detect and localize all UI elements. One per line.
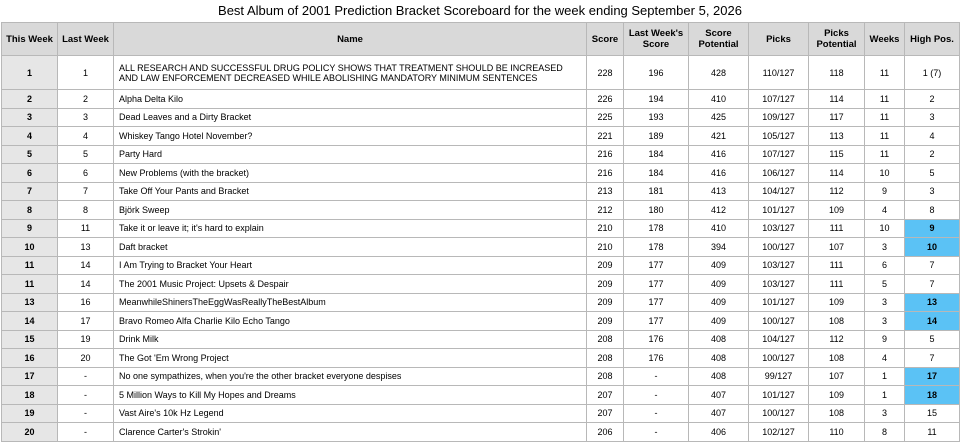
cell-score-potential: 416	[689, 164, 749, 183]
cell-last-week: 13	[58, 238, 114, 257]
cell-name: Vast Aire's 10k Hz Legend	[114, 404, 587, 423]
cell-score: 207	[587, 386, 624, 405]
cell-last-weeks-score: 177	[624, 293, 689, 312]
cell-score: 206	[587, 423, 624, 442]
cell-picks-potential: 114	[809, 90, 865, 109]
cell-picks-potential: 109	[809, 386, 865, 405]
table-row	[2, 256, 960, 275]
cell-score: 209	[587, 312, 624, 331]
cell-high-pos: 14	[905, 312, 960, 331]
cell-picks: 101/127	[749, 201, 809, 220]
table-row	[2, 349, 960, 368]
cell-picks-potential: 108	[809, 312, 865, 331]
cell-last-week: 1	[58, 56, 114, 90]
cell-last-weeks-score: 193	[624, 108, 689, 127]
table-row	[2, 201, 960, 220]
cell-high-pos: 11	[905, 423, 960, 442]
cell-high-pos: 5	[905, 164, 960, 183]
cell-picks: 102/127	[749, 423, 809, 442]
cell-score-potential: 407	[689, 404, 749, 423]
cell-name: Take it or leave it; it's hard to explain	[114, 219, 587, 238]
column-header-label: Last Week's	[628, 28, 684, 39]
cell-picks: 105/127	[749, 127, 809, 146]
cell-name: ALL RESEARCH AND SUCCESSFUL DRUG POLICY SHOWS THAT TREATMENT SHOULD BE INCREASED AND LAW ENFORCEMENT DECREASED WHILE ABOLISHING MANDATORY MINIMUM SENTENCES	[114, 56, 587, 90]
cell-score-potential: 410	[689, 90, 749, 109]
cell-score-potential: 406	[689, 423, 749, 442]
cell-last-weeks-score: 184	[624, 145, 689, 164]
cell-score-potential: 428	[689, 56, 749, 90]
cell-picks: 103/127	[749, 256, 809, 275]
cell-last-weeks-score: 178	[624, 238, 689, 257]
cell-high-pos: 2	[905, 90, 960, 109]
cell-weeks: 11	[865, 127, 905, 146]
cell-weeks: 5	[865, 275, 905, 294]
table-row	[2, 275, 960, 294]
cell-this-week: 14	[2, 312, 58, 331]
cell-picks-potential: 111	[809, 256, 865, 275]
cell-last-week: -	[58, 423, 114, 442]
cell-picks: 103/127	[749, 275, 809, 294]
column-header-last-weeks-score	[624, 23, 689, 56]
cell-last-weeks-score: 177	[624, 256, 689, 275]
cell-last-weeks-score: 194	[624, 90, 689, 109]
cell-name: The 2001 Music Project: Upsets & Despair	[114, 275, 587, 294]
cell-picks: 110/127	[749, 56, 809, 90]
cell-this-week: 3	[2, 108, 58, 127]
cell-this-week: 8	[2, 201, 58, 220]
column-header-last-week	[58, 23, 114, 56]
cell-this-week: 11	[2, 275, 58, 294]
cell-name: 5 Million Ways to Kill My Hopes and Dreams	[114, 386, 587, 405]
cell-name: No one sympathizes, when you're the other bracket everyone despises	[114, 367, 587, 386]
cell-name: Dead Leaves and a Dirty Bracket	[114, 108, 587, 127]
column-header-label: Last Week	[62, 33, 109, 45]
cell-this-week: 7	[2, 182, 58, 201]
cell-weeks: 8	[865, 423, 905, 442]
cell-name: Take Off Your Pants and Bracket	[114, 182, 587, 201]
cell-name: Drink Milk	[114, 330, 587, 349]
cell-high-pos: 3	[905, 108, 960, 127]
cell-this-week: 9	[2, 219, 58, 238]
cell-high-pos: 7	[905, 275, 960, 294]
cell-picks-potential: 113	[809, 127, 865, 146]
cell-this-week: 15	[2, 330, 58, 349]
cell-name: New Problems (with the bracket)	[114, 164, 587, 183]
column-header-label: Potential	[698, 39, 739, 50]
cell-score: 207	[587, 404, 624, 423]
cell-picks-potential: 115	[809, 145, 865, 164]
column-header-label: Score	[705, 28, 732, 39]
cell-score: 226	[587, 90, 624, 109]
cell-name: I Am Trying to Bracket Your Heart	[114, 256, 587, 275]
cell-high-pos: 9	[905, 219, 960, 238]
cell-weeks: 6	[865, 256, 905, 275]
cell-weeks: 11	[865, 145, 905, 164]
cell-this-week: 2	[2, 90, 58, 109]
column-header-label: This Week	[6, 33, 53, 45]
cell-this-week: 11	[2, 256, 58, 275]
cell-picks: 104/127	[749, 182, 809, 201]
cell-this-week: 18	[2, 386, 58, 405]
cell-last-week: 2	[58, 90, 114, 109]
cell-this-week: 1	[2, 56, 58, 90]
column-header-label: Picks	[766, 33, 791, 45]
column-header-high-pos	[905, 23, 960, 56]
cell-last-weeks-score: 189	[624, 127, 689, 146]
column-header-picks	[749, 23, 809, 56]
cell-weeks: 1	[865, 386, 905, 405]
cell-score-potential: 407	[689, 386, 749, 405]
cell-weeks: 11	[865, 108, 905, 127]
cell-score: 209	[587, 275, 624, 294]
cell-score-potential: 410	[689, 219, 749, 238]
cell-high-pos: 7	[905, 349, 960, 368]
table-body	[2, 56, 960, 442]
cell-score: 208	[587, 367, 624, 386]
cell-picks-potential: 109	[809, 201, 865, 220]
cell-this-week: 5	[2, 145, 58, 164]
cell-last-weeks-score: -	[624, 404, 689, 423]
cell-last-week: 7	[58, 182, 114, 201]
cell-picks-potential: 111	[809, 219, 865, 238]
cell-picks-potential: 109	[809, 293, 865, 312]
cell-high-pos: 2	[905, 145, 960, 164]
cell-last-week: 14	[58, 256, 114, 275]
cell-score: 216	[587, 164, 624, 183]
cell-picks: 101/127	[749, 386, 809, 405]
cell-last-weeks-score: 176	[624, 349, 689, 368]
column-header-weeks	[865, 23, 905, 56]
cell-this-week: 6	[2, 164, 58, 183]
cell-weeks: 10	[865, 219, 905, 238]
table-row	[2, 293, 960, 312]
cell-this-week: 19	[2, 404, 58, 423]
cell-picks-potential: 107	[809, 238, 865, 257]
cell-weeks: 1	[865, 367, 905, 386]
column-header-picks-potential	[809, 23, 865, 56]
table-row	[2, 219, 960, 238]
cell-weeks: 3	[865, 238, 905, 257]
cell-score: 216	[587, 145, 624, 164]
cell-high-pos: 5	[905, 330, 960, 349]
cell-score-potential: 421	[689, 127, 749, 146]
table-row	[2, 386, 960, 405]
cell-picks-potential: 117	[809, 108, 865, 127]
cell-score-potential: 413	[689, 182, 749, 201]
cell-picks-potential: 108	[809, 404, 865, 423]
cell-score-potential: 416	[689, 145, 749, 164]
cell-last-weeks-score: 180	[624, 201, 689, 220]
cell-picks-potential: 114	[809, 164, 865, 183]
cell-last-week: 16	[58, 293, 114, 312]
column-header-label: Score	[642, 39, 670, 50]
cell-score-potential: 409	[689, 312, 749, 331]
cell-last-week: 11	[58, 219, 114, 238]
cell-last-week: 14	[58, 275, 114, 294]
cell-score: 209	[587, 256, 624, 275]
cell-high-pos: 1 (7)	[905, 56, 960, 90]
cell-picks: 99/127	[749, 367, 809, 386]
table-row	[2, 367, 960, 386]
header-row	[2, 23, 960, 56]
cell-name: The Got 'Em Wrong Project	[114, 349, 587, 368]
cell-score: 208	[587, 349, 624, 368]
cell-score-potential: 409	[689, 293, 749, 312]
table-row	[2, 164, 960, 183]
cell-picks-potential: 110	[809, 423, 865, 442]
cell-this-week: 16	[2, 349, 58, 368]
cell-score-potential: 425	[689, 108, 749, 127]
cell-last-weeks-score: 177	[624, 275, 689, 294]
column-header-label: Score	[591, 33, 619, 45]
cell-high-pos: 8	[905, 201, 960, 220]
cell-last-week: 3	[58, 108, 114, 127]
cell-last-week: 17	[58, 312, 114, 331]
cell-score: 228	[587, 56, 624, 90]
cell-last-week: -	[58, 386, 114, 405]
cell-high-pos: 4	[905, 127, 960, 146]
column-header-label: Weeks	[869, 33, 900, 45]
column-header-score-potential	[689, 23, 749, 56]
table-row	[2, 145, 960, 164]
cell-picks-potential: 112	[809, 182, 865, 201]
cell-name: Björk Sweep	[114, 201, 587, 220]
cell-score: 213	[587, 182, 624, 201]
cell-weeks: 3	[865, 404, 905, 423]
cell-name: MeanwhileShinersTheEggWasReallyTheBestAlbum	[114, 293, 587, 312]
cell-picks-potential: 108	[809, 349, 865, 368]
table-row	[2, 90, 960, 109]
cell-score: 225	[587, 108, 624, 127]
cell-score: 210	[587, 219, 624, 238]
cell-last-weeks-score: -	[624, 423, 689, 442]
cell-last-weeks-score: 177	[624, 312, 689, 331]
cell-last-week: 19	[58, 330, 114, 349]
cell-weeks: 11	[865, 90, 905, 109]
page-title: Best Album of 2001 Prediction Bracket Scoreboard for the week ending September 5, 2026	[218, 3, 742, 18]
cell-last-week: 8	[58, 201, 114, 220]
column-header-score	[587, 23, 624, 56]
cell-score: 210	[587, 238, 624, 257]
table-row	[2, 238, 960, 257]
cell-picks: 100/127	[749, 404, 809, 423]
cell-picks: 109/127	[749, 108, 809, 127]
cell-high-pos: 13	[905, 293, 960, 312]
cell-picks: 101/127	[749, 293, 809, 312]
cell-score-potential: 394	[689, 238, 749, 257]
cell-picks: 100/127	[749, 349, 809, 368]
cell-last-week: 20	[58, 349, 114, 368]
cell-weeks: 4	[865, 349, 905, 368]
cell-name: Alpha Delta Kilo	[114, 90, 587, 109]
cell-last-week: -	[58, 404, 114, 423]
cell-name: Party Hard	[114, 145, 587, 164]
scoreboard-table	[1, 22, 960, 442]
cell-score-potential: 409	[689, 256, 749, 275]
cell-high-pos: 15	[905, 404, 960, 423]
cell-weeks: 9	[865, 330, 905, 349]
cell-last-week: 6	[58, 164, 114, 183]
cell-weeks: 9	[865, 182, 905, 201]
cell-name: Whiskey Tango Hotel November?	[114, 127, 587, 146]
table-row	[2, 330, 960, 349]
cell-picks: 104/127	[749, 330, 809, 349]
cell-last-week: 5	[58, 145, 114, 164]
cell-weeks: 11	[865, 56, 905, 90]
table-row	[2, 182, 960, 201]
cell-picks-potential: 111	[809, 275, 865, 294]
table-row	[2, 108, 960, 127]
cell-score-potential: 412	[689, 201, 749, 220]
cell-picks: 100/127	[749, 312, 809, 331]
cell-picks: 100/127	[749, 238, 809, 257]
cell-score: 208	[587, 330, 624, 349]
cell-picks: 106/127	[749, 164, 809, 183]
column-header-label: Picks	[824, 28, 849, 39]
table-row	[2, 404, 960, 423]
cell-this-week: 17	[2, 367, 58, 386]
cell-score: 209	[587, 293, 624, 312]
cell-high-pos: 18	[905, 386, 960, 405]
cell-weeks: 10	[865, 164, 905, 183]
cell-last-weeks-score: -	[624, 386, 689, 405]
column-header-label: Name	[337, 33, 363, 45]
cell-score-potential: 409	[689, 275, 749, 294]
cell-high-pos: 7	[905, 256, 960, 275]
cell-last-weeks-score: 196	[624, 56, 689, 90]
cell-last-weeks-score: 184	[624, 164, 689, 183]
cell-name: Clarence Carter's Strokin'	[114, 423, 587, 442]
cell-name: Daft bracket	[114, 238, 587, 257]
cell-score: 212	[587, 201, 624, 220]
table-row	[2, 127, 960, 146]
cell-picks: 103/127	[749, 219, 809, 238]
cell-last-week: -	[58, 367, 114, 386]
cell-last-weeks-score: 178	[624, 219, 689, 238]
table-row	[2, 56, 960, 90]
cell-last-weeks-score: 181	[624, 182, 689, 201]
cell-last-weeks-score: -	[624, 367, 689, 386]
cell-picks-potential: 112	[809, 330, 865, 349]
cell-name: Bravo Romeo Alfa Charlie Kilo Echo Tango	[114, 312, 587, 331]
cell-this-week: 13	[2, 293, 58, 312]
table-row	[2, 423, 960, 442]
column-header-this-week	[2, 23, 58, 56]
cell-this-week: 4	[2, 127, 58, 146]
cell-high-pos: 3	[905, 182, 960, 201]
cell-picks-potential: 118	[809, 56, 865, 90]
column-header-name	[114, 23, 587, 56]
column-header-label: Potential	[816, 39, 857, 50]
table-row	[2, 312, 960, 331]
cell-picks: 107/127	[749, 90, 809, 109]
cell-this-week: 10	[2, 238, 58, 257]
cell-score-potential: 408	[689, 367, 749, 386]
cell-score-potential: 408	[689, 349, 749, 368]
cell-this-week: 20	[2, 423, 58, 442]
column-header-label: High Pos.	[910, 33, 954, 45]
cell-last-weeks-score: 176	[624, 330, 689, 349]
cell-weeks: 3	[865, 293, 905, 312]
cell-high-pos: 17	[905, 367, 960, 386]
cell-last-week: 4	[58, 127, 114, 146]
cell-score: 221	[587, 127, 624, 146]
cell-score-potential: 408	[689, 330, 749, 349]
cell-weeks: 4	[865, 201, 905, 220]
cell-high-pos: 10	[905, 238, 960, 257]
cell-picks: 107/127	[749, 145, 809, 164]
cell-picks-potential: 107	[809, 367, 865, 386]
cell-weeks: 3	[865, 312, 905, 331]
